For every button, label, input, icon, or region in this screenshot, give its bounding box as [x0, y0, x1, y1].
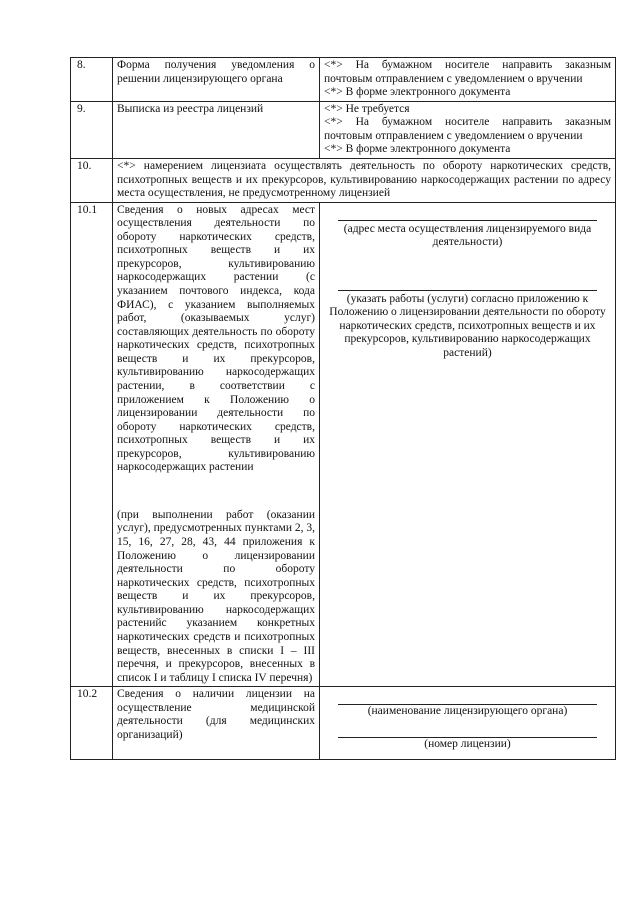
works-note: (при выполнении работ (оказании услуг), предусмотренных пунктами 2, 3, 15, 16, 27, 28, 43, 44 приложения к Положению о лицензировании деятельности по обороту наркотических средств, психотропных веществ и их прекурсоров, культивированию наркосодержащих растенийс указанием конкретных наркотических средств и психотропных веществ, внесенных в списки I – III перечня, и прекурсоров, внесенных в список I и таблицу I списка IV перечня): [117, 508, 315, 684]
form-page: [70, 57, 615, 760]
row-number: 10.: [71, 158, 113, 202]
row-number: 10.2: [71, 687, 113, 760]
license-form-table: [70, 57, 616, 760]
authority-input-line[interactable]: [338, 694, 597, 705]
notification-options[interactable]: <*> На бумажном носителе направить заказным почтовым отправлением с уведомлением о вручении <*> В форме электронного документа: [320, 58, 616, 102]
new-addresses-label: Сведения о новых адресах мест осуществления деятельности по обороту наркотических средств, психотропных веществ и их прекурсоров, культивированию наркосодержащих растении (с указанием почтового индекса, кода ФИАС), с указанием выполняемых работ, (оказываемых услуг) составляющих деятельность по обороту наркотических средств, психотропных веществ и их прекурсоров, культивированию наркосодержащих растении, в соответствии с приложением к Положению о лицензировании деятельности по обороту наркотических средств, психотропных веществ и их прекурсоров, культивированию наркосодержащих растении: [117, 203, 315, 474]
works-hint: (указать работы (услуги) согласно приложению к Положению о лицензировании деятельности по обороту наркотических средств, психотропных веществ и их прекурсоров, культивированию наркосодержащих растений): [329, 292, 606, 359]
row-number: 9.: [71, 101, 113, 158]
intent-statement[interactable]: <*> намерением лицензиата осуществлять деятельность по обороту наркотических средств, психотропных веществ и их прекурсоров, культивированию наркосодержащих растении по адресу места осуществления, не предусмотренному лицензией: [113, 158, 616, 202]
row-label: [113, 202, 320, 687]
row-label: Выписка из реестра лицензий: [113, 101, 320, 158]
license-field[interactable]: [320, 687, 616, 760]
address-field[interactable]: [320, 202, 616, 687]
works-input-line[interactable]: [338, 280, 597, 291]
address-hint: (адрес места осуществления лицензируемого вида деятельности): [343, 222, 592, 249]
row-number: 8.: [71, 58, 113, 102]
table-row-9: [71, 101, 616, 158]
table-row-8: [71, 58, 616, 102]
row-label: Форма получения уведомления о решении лицензирующего органа: [113, 58, 320, 102]
table-row-10-1: [71, 202, 616, 687]
table-row-10: [71, 158, 616, 202]
license-number-hint: (номер лицензии): [424, 737, 511, 750]
address-input-line[interactable]: [338, 210, 597, 221]
row-label: Сведения о наличии лицензии на осуществление медицинской деятельности (для медицинских организаций): [113, 687, 320, 760]
extract-options[interactable]: <*> Не требуется <*> На бумажном носителе направить заказным почтовым отправлением с уведомлением о вручении <*> В форме электронного документа: [320, 101, 616, 158]
row-number: 10.1: [71, 202, 113, 687]
license-number-input-line[interactable]: [338, 727, 597, 738]
authority-hint: (наименование лицензирующего органа): [367, 705, 568, 718]
table-row-10-2: [71, 687, 616, 760]
